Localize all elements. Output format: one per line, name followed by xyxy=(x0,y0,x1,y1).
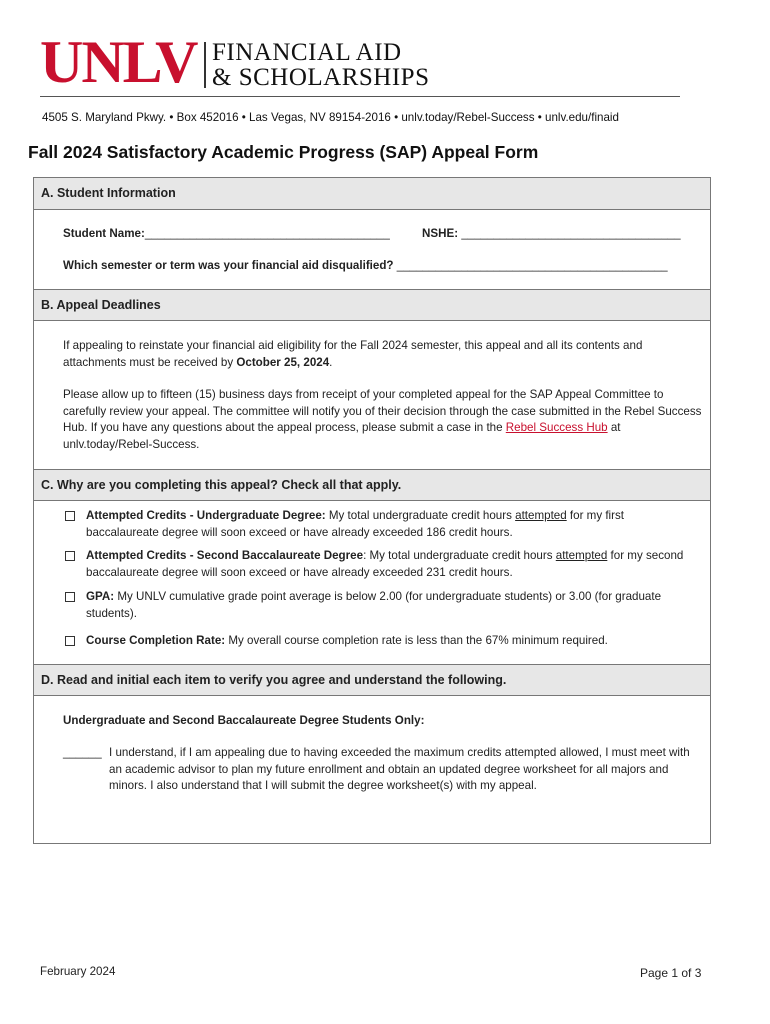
student-name-blank[interactable]: ______________________________________ xyxy=(144,227,390,240)
nshe-field[interactable] xyxy=(422,226,681,243)
option-course-completion xyxy=(86,633,696,650)
course-completion-checkbox[interactable] xyxy=(65,636,75,646)
section-c-heading: C. Why are you completing this appeal? Check all that apply. xyxy=(41,478,402,492)
unlv-logo xyxy=(40,29,680,96)
office-address: 4505 S. Maryland Pkwy. • Box 452016 • Las Vegas, NV 89154-2016 • unlv.today/Rebel-Success • unlv.edu/finaid xyxy=(42,111,619,124)
section-c-header xyxy=(34,469,710,501)
form-title: Fall 2024 Satisfactory Academic Progress (SAP) Appeal Form xyxy=(28,142,539,162)
option-label: Attempted Credits - Second Baccalaureate Degree xyxy=(86,549,364,562)
option-text: My total undergraduate credit hours xyxy=(325,509,516,522)
option-gpa xyxy=(86,589,676,622)
section-b-header xyxy=(34,289,710,321)
review-paragraph xyxy=(63,387,703,453)
footer-date: February 2024 xyxy=(40,965,116,978)
attempted-credits-second-bacc-checkbox[interactable] xyxy=(65,551,75,561)
advisor-acknowledgement-text: I understand, if I am appealing due to having exceeded the maximum credits attempted allowed, I must meet with an academic advisor to plan my future enrollment and obtain an updated degree worksheet for all majors and minors. I also understand that I will submit the degree worksheet(s) with my appeal. xyxy=(109,746,690,792)
logo-separator xyxy=(204,42,206,88)
logo-line-1: FINANCIAL AID xyxy=(212,39,402,66)
option-label: GPA: xyxy=(86,590,115,603)
nshe-label: NSHE: xyxy=(422,227,459,240)
student-name-field[interactable] xyxy=(63,226,390,243)
rebel-success-hub-link[interactable]: Rebel Success Hub xyxy=(505,421,608,434)
header-divider xyxy=(40,96,680,97)
page-number: Page 1 of 3 xyxy=(640,966,702,980)
deadline-paragraph xyxy=(63,338,703,371)
section-d-heading: D. Read and initial each item to verify you agree and understand the following. xyxy=(41,673,507,687)
deadline-end: . xyxy=(329,355,333,369)
attempted-credits-undergrad-checkbox[interactable] xyxy=(65,511,75,521)
nshe-blank[interactable]: __________________________________ xyxy=(461,227,681,240)
gpa-checkbox[interactable] xyxy=(65,592,75,602)
student-name-label: Student Name: xyxy=(63,227,145,240)
disqualified-term-blank[interactable]: __________________________________________ xyxy=(396,259,668,272)
section-b-heading: B. Appeal Deadlines xyxy=(41,298,161,312)
review-end: at unlv.today/Rebel-Success. xyxy=(63,421,621,451)
review-text: Please allow up to fifteen (15) business days from receipt of your completed appeal for the SAP Appeal Committee to carefully review your appeal. The committee will notify you of their decision through the case submitted in the Rebel Success Hub. If you have any questions about the appeal process, please submit a case in the xyxy=(63,388,702,434)
option-attempted-credits-undergrad xyxy=(86,508,696,541)
option-text: My overall course completion rate is less than the 67% minimum required. xyxy=(225,634,608,647)
disqualified-term-field[interactable] xyxy=(63,258,668,275)
section-d-subheading: Undergraduate and Second Baccalaureate Degree Students Only: xyxy=(63,714,425,727)
option-text-end: for my first baccalaureate degree will soon exceed or have already exceeded 186 credit hours. xyxy=(86,509,625,539)
section-d-header xyxy=(34,664,710,696)
section-a-header xyxy=(34,178,710,210)
option-attempted-credits-second-bacc xyxy=(86,548,696,581)
option-label: Course Completion Rate: xyxy=(86,634,226,647)
logo-unlv-text: UNLV xyxy=(40,29,197,95)
option-emphasis: attempted xyxy=(515,509,567,522)
option-label: Attempted Credits - Undergraduate Degree: xyxy=(86,509,326,522)
logo-line-2: & SCHOLARSHIPS xyxy=(212,64,430,91)
option-text: : My total undergraduate credit hours xyxy=(363,549,556,562)
deadline-date: October 25, 2024 xyxy=(236,355,330,369)
deadline-text: If appealing to reinstate your financial aid eligibility for the Fall 2024 semester, this appeal and all its contents and attachments must be received by xyxy=(63,339,643,369)
disqualified-term-question: Which semester or term was your financial aid disqualified? xyxy=(63,259,394,272)
option-emphasis: attempted xyxy=(555,549,608,562)
option-text-end: for my second baccalaureate degree will soon exceed or have already exceeded 231 credit hours. xyxy=(86,549,684,579)
initial-blank[interactable]: ______ xyxy=(63,746,102,759)
section-a-heading: A. Student Information xyxy=(41,186,176,200)
option-text: My UNLV cumulative grade point average is below 2.00 (for undergraduate students) or 3.00 (for graduate students). xyxy=(86,590,662,620)
